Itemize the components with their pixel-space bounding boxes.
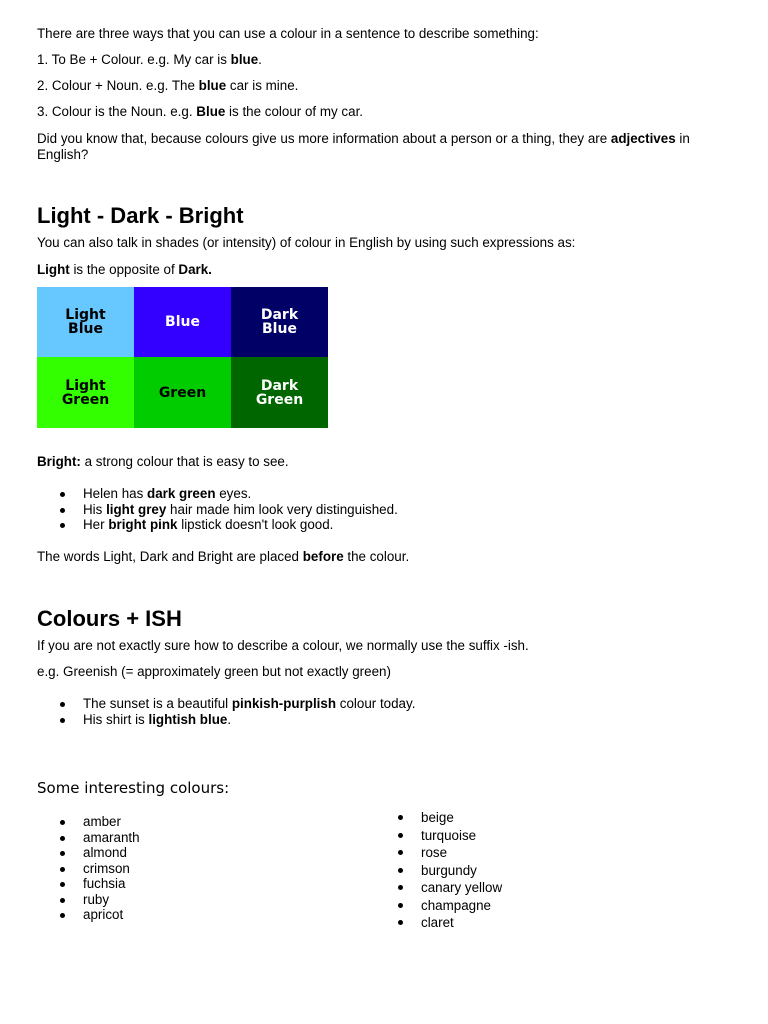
list-item: Helen has dark green eyes. <box>37 486 737 502</box>
ish-intro: If you are not exactly sure how to describe a colour, we normally use the suffix -ish. <box>37 638 529 653</box>
list-item: almond <box>37 845 337 861</box>
list-item: His light grey hair made him look very distinguished. <box>37 502 737 518</box>
colour-swatch-grid <box>37 287 328 428</box>
way-3: 3. Colour is the Noun. e.g. Blue is the colour of my car. <box>37 104 364 119</box>
ish-examples-list <box>37 696 737 727</box>
swatch-dark-blue: Dark Blue <box>231 287 328 357</box>
list-item: champagne <box>375 897 675 915</box>
list-item: rose <box>375 844 675 862</box>
placement-note: The words Light, Dark and Bright are placed before the colour. <box>37 549 410 564</box>
colours-list-left <box>37 814 337 923</box>
list-item: crimson <box>37 861 337 877</box>
list-item: amaranth <box>37 830 337 846</box>
heading-light-dark-bright: Light - Dark - Bright <box>37 203 244 228</box>
way-1: 1. To Be + Colour. e.g. My car is blue. <box>37 52 262 67</box>
heading-interesting-colours: Some interesting colours: <box>37 779 230 797</box>
did-you-know: Did you know that, because colours give us more information about a person or a thing, they are adjectives in English? <box>37 131 690 162</box>
bright-examples-list <box>37 486 737 533</box>
ish-example: e.g. Greenish (= approximately green but not exactly green) <box>37 664 391 679</box>
colours-list-right <box>375 809 675 932</box>
list-item: Her bright pink lipstick doesn't look good. <box>37 517 737 533</box>
way-2: 2. Colour + Noun. e.g. The blue car is mine. <box>37 78 299 93</box>
heading-colours-ish: Colours + ISH <box>37 606 182 631</box>
list-item: turquoise <box>375 827 675 845</box>
list-item: amber <box>37 814 337 830</box>
light-opposite-dark: Light is the opposite of Dark. <box>37 262 212 277</box>
list-item: claret <box>375 914 675 932</box>
intro-text: There are three ways that you can use a colour in a sentence to describe something: <box>37 26 539 41</box>
list-item: apricot <box>37 907 337 923</box>
swatch-blue: Blue <box>134 287 231 357</box>
swatch-dark-green: Dark Green <box>231 357 328 428</box>
swatch-light-blue: Light Blue <box>37 287 134 357</box>
list-item: fuchsia <box>37 876 337 892</box>
list-item: canary yellow <box>375 879 675 897</box>
list-item: beige <box>375 809 675 827</box>
swatch-light-green: Light Green <box>37 357 134 428</box>
list-item: ruby <box>37 892 337 908</box>
list-item: The sunset is a beautiful pinkish-purplish colour today. <box>37 696 737 712</box>
swatch-green: Green <box>134 357 231 428</box>
list-item: burgundy <box>375 862 675 880</box>
bright-definition: Bright: a strong colour that is easy to see. <box>37 454 289 469</box>
shades-intro: You can also talk in shades (or intensity) of colour in English by using such expressions as: <box>37 235 576 250</box>
list-item: His shirt is lightish blue. <box>37 712 737 728</box>
